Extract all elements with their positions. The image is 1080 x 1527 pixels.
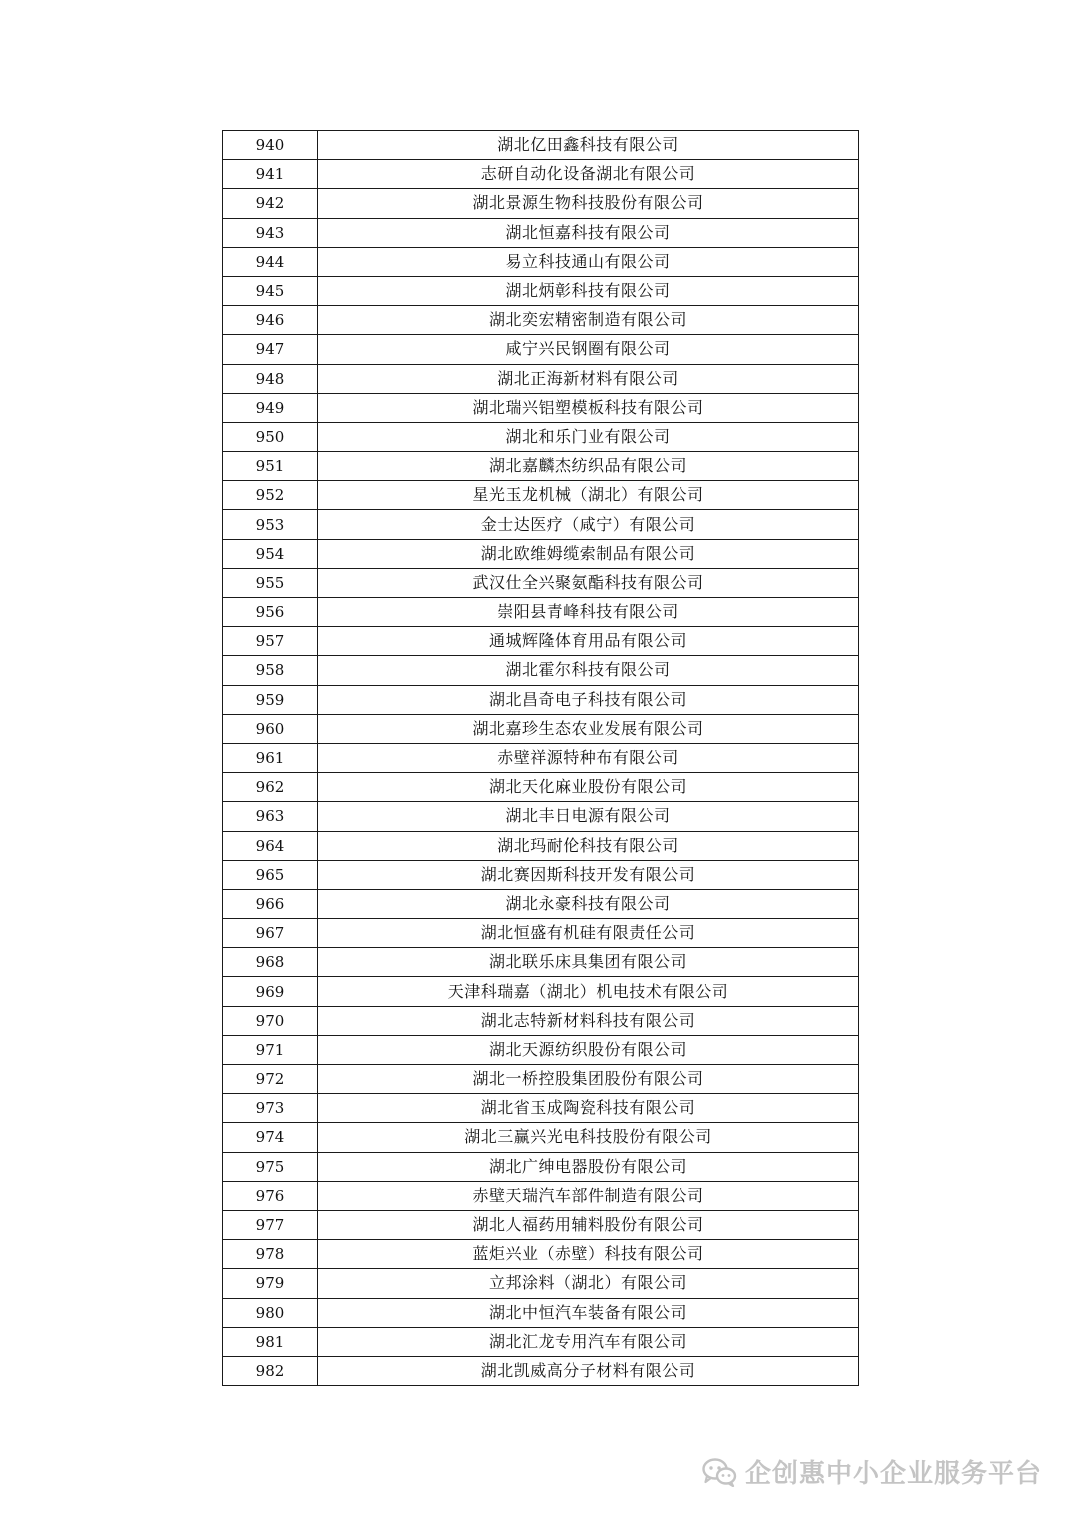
company-name-cell: 湖北汇龙专用汽车有限公司 (318, 1327, 859, 1356)
row-number-cell: 972 (223, 1065, 318, 1094)
company-name-cell: 湖北中恒汽车装备有限公司 (318, 1298, 859, 1327)
row-number-cell: 973 (223, 1094, 318, 1123)
table-row (223, 1298, 859, 1327)
company-name-cell: 湖北天化麻业股份有限公司 (318, 773, 859, 802)
table-row (223, 1123, 859, 1152)
row-number-cell: 946 (223, 306, 318, 335)
row-number-cell: 976 (223, 1181, 318, 1210)
company-name-cell: 湖北瑞兴铝塑模板科技有限公司 (318, 393, 859, 422)
table-row (223, 1094, 859, 1123)
table-row (223, 1327, 859, 1356)
table-row (223, 1152, 859, 1181)
row-number-cell: 982 (223, 1356, 318, 1385)
company-name-cell: 湖北炳彰科技有限公司 (318, 276, 859, 305)
company-name-cell: 武汉仕全兴聚氨酯科技有限公司 (318, 568, 859, 597)
company-name-cell: 蓝炬兴业（赤壁）科技有限公司 (318, 1240, 859, 1269)
table-row (223, 160, 859, 189)
row-number-cell: 974 (223, 1123, 318, 1152)
table-row (223, 1181, 859, 1210)
company-name-cell: 湖北永豪科技有限公司 (318, 889, 859, 918)
table-row (223, 598, 859, 627)
row-number-cell: 963 (223, 802, 318, 831)
company-name-cell: 易立科技通山有限公司 (318, 247, 859, 276)
table-row (223, 919, 859, 948)
row-number-cell: 954 (223, 539, 318, 568)
row-number-cell: 940 (223, 131, 318, 160)
company-name-cell: 湖北丰日电源有限公司 (318, 802, 859, 831)
row-number-cell: 970 (223, 1006, 318, 1035)
table-body (223, 131, 859, 1386)
row-number-cell: 971 (223, 1035, 318, 1064)
table-row (223, 714, 859, 743)
table-row (223, 452, 859, 481)
company-name-cell: 湖北霍尔科技有限公司 (318, 656, 859, 685)
table-row (223, 802, 859, 831)
table-row (223, 364, 859, 393)
row-number-cell: 981 (223, 1327, 318, 1356)
company-name-cell: 湖北亿田鑫科技有限公司 (318, 131, 859, 160)
row-number-cell: 966 (223, 889, 318, 918)
company-name-cell: 湖北嘉麟杰纺织品有限公司 (318, 452, 859, 481)
table-row (223, 1035, 859, 1064)
row-number-cell: 975 (223, 1152, 318, 1181)
row-number-cell: 958 (223, 656, 318, 685)
table-row (223, 1210, 859, 1239)
table-row (223, 1240, 859, 1269)
company-name-cell: 赤壁祥源特种布有限公司 (318, 743, 859, 772)
company-name-cell: 咸宁兴民钢圈有限公司 (318, 335, 859, 364)
row-number-cell: 957 (223, 627, 318, 656)
company-name-cell: 志研自动化设备湖北有限公司 (318, 160, 859, 189)
table-row (223, 276, 859, 305)
table-row (223, 481, 859, 510)
row-number-cell: 956 (223, 598, 318, 627)
row-number-cell: 942 (223, 189, 318, 218)
table-row (223, 510, 859, 539)
row-number-cell: 955 (223, 568, 318, 597)
row-number-cell: 945 (223, 276, 318, 305)
watermark-text: 企创惠中小企业服务平台 (744, 1459, 1042, 1489)
row-number-cell: 952 (223, 481, 318, 510)
company-list-table (222, 130, 859, 1386)
company-name-cell: 湖北昌奇电子科技有限公司 (318, 685, 859, 714)
row-number-cell: 960 (223, 714, 318, 743)
company-name-cell: 湖北省玉成陶瓷科技有限公司 (318, 1094, 859, 1123)
row-number-cell: 953 (223, 510, 318, 539)
company-name-cell: 湖北正海新材料有限公司 (318, 364, 859, 393)
company-name-cell: 湖北赛因斯科技开发有限公司 (318, 860, 859, 889)
company-name-cell: 湖北嘉珍生态农业发展有限公司 (318, 714, 859, 743)
company-name-cell: 湖北广绅电器股份有限公司 (318, 1152, 859, 1181)
table-row (223, 948, 859, 977)
company-name-cell: 湖北人福药用辅料股份有限公司 (318, 1210, 859, 1239)
company-name-cell: 湖北景源生物科技股份有限公司 (318, 189, 859, 218)
row-number-cell: 967 (223, 919, 318, 948)
table-row (223, 1065, 859, 1094)
company-name-cell: 湖北一桥控股集团股份有限公司 (318, 1065, 859, 1094)
row-number-cell: 961 (223, 743, 318, 772)
row-number-cell: 943 (223, 218, 318, 247)
company-name-cell: 湖北玛耐伦科技有限公司 (318, 831, 859, 860)
table-row (223, 218, 859, 247)
row-number-cell: 941 (223, 160, 318, 189)
table-row (223, 743, 859, 772)
company-name-cell: 立邦涂料（湖北）有限公司 (318, 1269, 859, 1298)
company-name-cell: 湖北联乐床具集团有限公司 (318, 948, 859, 977)
row-number-cell: 978 (223, 1240, 318, 1269)
company-name-cell: 湖北欧维姆缆索制品有限公司 (318, 539, 859, 568)
row-number-cell: 965 (223, 860, 318, 889)
row-number-cell: 959 (223, 685, 318, 714)
row-number-cell: 964 (223, 831, 318, 860)
company-name-cell: 湖北奕宏精密制造有限公司 (318, 306, 859, 335)
wechat-icon (701, 1457, 737, 1487)
table-row (223, 393, 859, 422)
row-number-cell: 979 (223, 1269, 318, 1298)
table-row (223, 539, 859, 568)
watermark (701, 1453, 1042, 1490)
table-row (223, 831, 859, 860)
company-name-cell: 金士达医疗（咸宁）有限公司 (318, 510, 859, 539)
company-name-cell: 天津科瑞嘉（湖北）机电技术有限公司 (318, 977, 859, 1006)
row-number-cell: 950 (223, 422, 318, 451)
table-row (223, 656, 859, 685)
row-number-cell: 969 (223, 977, 318, 1006)
table-row (223, 247, 859, 276)
company-name-cell: 崇阳县青峰科技有限公司 (318, 598, 859, 627)
table-row (223, 977, 859, 1006)
row-number-cell: 947 (223, 335, 318, 364)
table-row (223, 1356, 859, 1385)
company-name-cell: 湖北凯威高分子材料有限公司 (318, 1356, 859, 1385)
company-name-cell: 湖北天源纺织股份有限公司 (318, 1035, 859, 1064)
company-name-cell: 湖北三赢兴光电科技股份有限公司 (318, 1123, 859, 1152)
table-row (223, 131, 859, 160)
row-number-cell: 948 (223, 364, 318, 393)
table-row (223, 306, 859, 335)
row-number-cell: 951 (223, 452, 318, 481)
row-number-cell: 977 (223, 1210, 318, 1239)
row-number-cell: 968 (223, 948, 318, 977)
table-row (223, 1269, 859, 1298)
table-row (223, 773, 859, 802)
company-name-cell: 湖北志特新材料科技有限公司 (318, 1006, 859, 1035)
table-row (223, 189, 859, 218)
row-number-cell: 949 (223, 393, 318, 422)
row-number-cell: 962 (223, 773, 318, 802)
table-row (223, 335, 859, 364)
table-row (223, 860, 859, 889)
table-row (223, 627, 859, 656)
table-row (223, 422, 859, 451)
table-row (223, 1006, 859, 1035)
table-row (223, 568, 859, 597)
company-name-cell: 赤壁天瑞汽车部件制造有限公司 (318, 1181, 859, 1210)
row-number-cell: 980 (223, 1298, 318, 1327)
table-row (223, 889, 859, 918)
company-name-cell: 湖北恒嘉科技有限公司 (318, 218, 859, 247)
table-row (223, 685, 859, 714)
company-name-cell: 星光玉龙机械（湖北）有限公司 (318, 481, 859, 510)
row-number-cell: 944 (223, 247, 318, 276)
company-name-cell: 湖北和乐门业有限公司 (318, 422, 859, 451)
company-name-cell: 湖北恒盛有机硅有限责任公司 (318, 919, 859, 948)
company-name-cell: 通城辉隆体育用品有限公司 (318, 627, 859, 656)
